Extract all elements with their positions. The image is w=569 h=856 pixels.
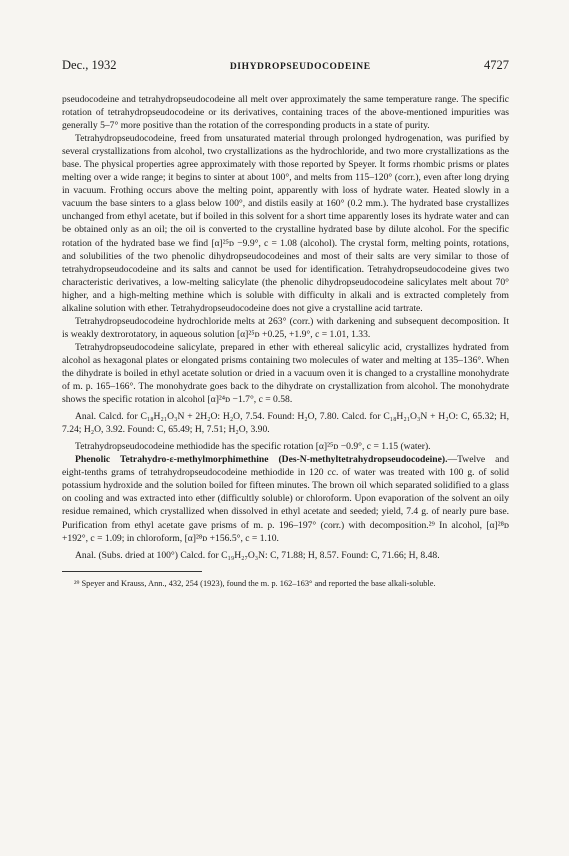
paragraph-phenolic-methine xyxy=(62,453,509,544)
header-page-number: 4727 xyxy=(483,58,509,72)
footnote: ²⁹ Speyer and Krauss, Ann., 432, 254 (1923), found the m. p. 162–163° and reported the base alkali-soluble. xyxy=(74,578,436,588)
article-body xyxy=(62,93,509,562)
section-heading: Phenolic Tetrahydro-ε-methylmorphimethine (Des-N-methyltetrahydropseudocodeine). xyxy=(75,454,448,466)
analysis-methine: Anal. (Subs. dried at 100°) Calcd. for C₁₉H₂₇O₃N: C, 71.88; H, 8.57. Found: C, 71.66; H, 8.48. xyxy=(75,549,440,561)
running-header xyxy=(62,58,509,73)
footnote-rule xyxy=(62,571,202,572)
header-running-title: DIHYDROPSEUDOCODEINE xyxy=(229,62,371,72)
paragraph-continuation: pseudocodeine and tetrahydropseudocodeine all melt over approximately the same temperature range. The specific rotation of tetrahydropseudocodeine or its derivatives, containing traces of the above-mentioned impurities was generally 5–7° more positive than the rotation of the corresponding products in a state of purity. xyxy=(62,94,509,132)
paragraph-salicylate: Tetrahydropseudocodeine salicylate, prepared in ether with ethereal salicylic acid, crystallizes hydrated from alcohol as hexagonal plates or elongated prisms containing two molecules of water and melting at 135–136°. When the dihydrate is boiled in ethyl acetate solution or dried in a vacuum oven it is changed to a crystalline monohydrate of m. p. 165–166°. The monohydrate goes back to the dihydrate on crystallization from alcohol. The monohydrate shows the specific rotation in alcohol [α]²⁴ᴅ −1.7°, c = 0.58. xyxy=(62,341,509,406)
paragraph-methiodide: Tetrahydropseudocodeine methiodide has the specific rotation [α]²⁵ᴅ −0.9°, c = 1.15 (water). xyxy=(75,441,431,453)
phenolic-methine-text: —Twelve and eight-tenths grams of tetrahydropseudocodeine methiodide in 120 cc. of water was treated with 100 g. of solid potassium hydroxide and the solution boiled for fifteen minutes. The brown oil which separated solidified to a glass on cooling and was extracted into ether (difficultly soluble) or chloroform. Upon evaporation of the solvent an oily residue remained, which crystallized when dissolved in ethyl acetate and seeded; yield, 7.4 g. of nearly pure base. Purification from ethyl acetate gave prisms of m. p. 196–197° (corr.) with decomposition.²⁹ In alcohol, [α]²⁸ᴅ +192°, c = 1.09; in chloroform, [α]²⁸ᴅ +156.5°, c = 1.10. xyxy=(62,454,509,544)
paragraph-hydrochloride: Tetrahydropseudocodeine hydrochloride melts at 263° (corr.) with darkening and subsequent decomposition. It is weakly dextrorotatory, in aqueous solution [α]²⁵ᴅ +0.25, +1.9°, c = 1.01, 1.33. xyxy=(62,315,509,340)
paragraph-tetrahydropseudocodeine: Tetrahydropseudocodeine, freed from unsaturated material through prolonged hydrogenation, was purified by several crystallizations from alcohol, two crystallizations as the hydrochloride, and two more crystallizations as the base. The physical properties agree approximately with those reported by Speyer. It forms rhombic prisms or plates melting over a wide range; it begins to sinter at about 100°, and melts from 115–120° (corr.), even after long drying in vacuum. Frothing occurs above the melting point, apparently with loss of hydrate water. Heated slowly in a vacuum the base sinters to a glass below 100°, and distils easily at 160° (0.2 mm.). The hydrated base crystallizes unchanged from ethyl acetate, but if boiled in this solvent for a short time apparently loses its hydrate water and can be obtained only as an oil; the oil is converted to the crystalline hydrated base by dilute alcohol. For the specific rotation of the hydrated base we find [α]²⁵ᴅ −9.9°, c = 1.08 (alcohol). The crystal form, melting points, rotations, and solubilities of the two phenolic dihydropseudocodeines and most of their salts are very similar to those of tetrahydropseudocodeine and its salts and cannot be used for identification. Tetrahydropseudocodeine gives two characteristic derivatives, a low-melting salicylate (the phenolic dihydropseudocodeine salicylates melt about 70° higher, and a high-melting methine which is soluble with difficulty in alkali and is extracted completely from alkaline solution with ether. Tetrahydropseudocodeine does not give a crystalline acid tartrate. xyxy=(62,133,509,314)
header-date: Dec., 1932 xyxy=(62,58,117,72)
analysis-salicylate: Anal. Calcd. for C₁₈H₂₁O₃N + 2H₂O: H₂O, 7.54. Found: H₂O, 7.80. Calcd. for C₁₈H₂₁O₃N + H₂O: C, 65.32; H, 7.24; H₂O, 3.92. Found: C, 65.49; H, 7.51; H₂O, 3.90. xyxy=(62,411,509,436)
